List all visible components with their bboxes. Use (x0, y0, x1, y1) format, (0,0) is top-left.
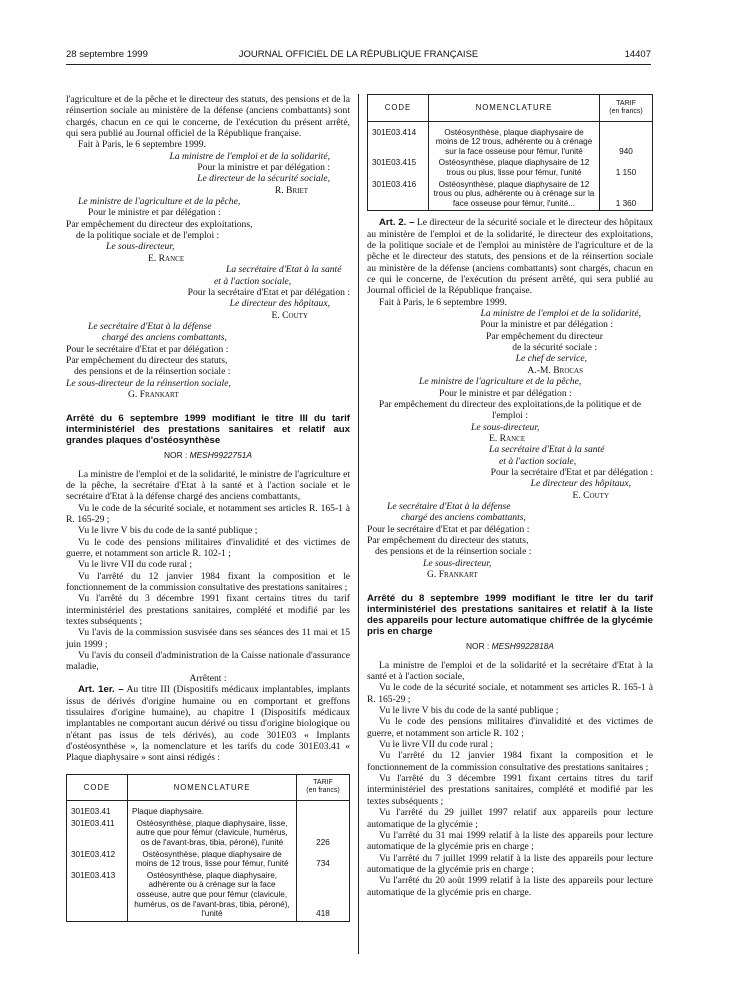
sig-line: Le sous-directeur de la réinsertion sociale, (66, 377, 231, 389)
header-page-number: 14407 (624, 49, 651, 60)
sig-name: G. Frankart (427, 569, 478, 580)
signature-block (367, 308, 653, 580)
header-journal-title: JOURNAL OFFICIEL DE LA RÉPUBLIQUE FRANÇAISE (238, 49, 479, 60)
sig-line: Pour le secrétaire d'Etat et par délégation : (66, 343, 229, 355)
decree-title: Arrêté du 8 septembre 1999 modifiant le titre Ier du tarif interministériel des prestations sanitaires et relatif à la liste des appareils pour lecture automatique chiffrée de la glycémie pris en charge (367, 593, 653, 638)
sig-line: des pensions et de la réinsertion sociale : (375, 546, 532, 558)
cell-code: 301E03.411 (67, 818, 128, 849)
body-paragraph: Vu le code de la sécurité sociale, et notamment ses articles R. 165-1 à R. 165-29 ; (66, 502, 350, 525)
tariff-table-left (66, 774, 350, 922)
fait-line: Fait à Paris, le 6 septembre 1999. (379, 296, 507, 308)
nor-value: MESH9922818A (491, 641, 554, 652)
sig-line: Le ministre de l'agriculture et de la pêche, (419, 376, 582, 388)
tariff-table-right (367, 94, 653, 211)
sig-name: E. Rance (148, 252, 185, 264)
tarif-label: TARIF (313, 779, 333, 787)
sig-line: Le sous-directeur, (471, 421, 540, 433)
col-header-nomenclature: NOMENCLATURE (429, 95, 600, 122)
sig-name: R. Briet (274, 184, 308, 196)
sig-line: Le ministre de l'agriculture et de la pêche, (78, 196, 241, 208)
sig-line: Par empêchement du directeur des exploitations,de la politique et de l'emploi : (378, 398, 642, 422)
table-row (67, 870, 350, 921)
sig-line: Pour le ministre et par délégation : (439, 387, 572, 399)
nor-reference (367, 641, 653, 652)
cell-nomenclature: Plaque diaphysaire. (128, 801, 297, 818)
cell-tarif: 1 150 (600, 157, 653, 178)
nor-label: NOR : (466, 641, 492, 652)
cell-nomenclature: Ostéosynthèse, plaque diaphysaire de moins de 12 trous, adhérente ou à crénage sur la face osseuse pour fémur, l'unité (429, 121, 600, 157)
sig-line: Le directeur des hôpitaux, (530, 478, 631, 490)
page-header (66, 49, 651, 63)
nor-reference (66, 450, 350, 461)
cell-code: 301E03.413 (67, 870, 128, 921)
article-2-label: Art. 2. – (379, 217, 415, 229)
cell-code: 301E03.414 (368, 121, 429, 157)
body-paragraph: Vu l'arrêté du 3 décembre 1991 fixant certains titres du tarif interministériel des prestations sanitaires, complété et modifié par les textes subséquents ; (367, 773, 653, 807)
arretent-line: Arrêtent : (189, 672, 227, 684)
sig-name: G. Frankart (128, 388, 179, 400)
body-paragraph: Vu le code des pensions militaires d'invalidité et des victimes de guerre, et notamment son article R. 102-1 ; (66, 536, 350, 560)
body-paragraph: Vu l'arrêté du 31 mai 1999 relatif à la liste des appareils pour lecture automatique de la glycémie pris en charge ; (367, 829, 653, 853)
body-paragraph: Vu le livre V bis du code de la santé publique ; (379, 705, 559, 717)
sig-line: La ministre de l'emploi et de la solidarité, (480, 308, 641, 320)
sig-line: chargé des anciens combattants, (401, 512, 526, 524)
sig-line: Le secrétaire d'Etat à la défense (387, 500, 511, 512)
cell-code: 301E03.41 (67, 801, 128, 818)
article-1-label: Art. 1er. – (78, 684, 124, 696)
sig-line: Pour le secrétaire d'Etat et par délégation : (367, 523, 530, 535)
nor-value: MESH9922751A (189, 450, 252, 461)
body-paragraph: Vu l'arrêté du 12 janvier 1984 fixant la composition et le fonctionnement de la commission consultative des prestations sanitaires ; (66, 570, 350, 594)
cell-tarif (297, 801, 350, 818)
sig-name: E. Couty (572, 489, 609, 501)
body-paragraph: Vu l'avis du conseil d'administration de la Caisse nationale d'assurance maladie, (66, 650, 350, 673)
col-header-code: CODE (368, 95, 429, 122)
sig-line: Le sous-directeur, (106, 241, 175, 253)
cell-code: 301E03.416 (368, 179, 429, 211)
sig-line: et à l'action sociale, (214, 275, 292, 287)
sig-line: de la politique sociale et de l'emploi : (76, 230, 220, 242)
cell-nomenclature: Ostéosynthèse, plaque diaphysaire de 12 trous ou plus, adhérente ou à crénage sur la face osseuse pour fémur, l'unité... (429, 179, 600, 211)
sig-name: E. Couty (271, 309, 308, 321)
sig-line: Le secrétaire d'Etat à la défense (88, 320, 212, 332)
body-paragraph: La ministre de l'emploi et de la solidarité, le ministre de l'agriculture et de la pêche, la secrétaire d'Etat à la santé et à l'action sociale et le secrétaire d'Etat à la défense chargé des anciens combattants, (66, 468, 350, 503)
col-header-nomenclature: NOMENCLATURE (128, 774, 297, 801)
tarif-label: TARIF (616, 99, 636, 107)
body-paragraph: Vu l'arrêté du 7 juillet 1999 relatif à la liste des appareils pour lecture automatique de la glycémie pris en charge ; (367, 852, 653, 875)
cell-nomenclature: Ostéosynthèse, plaque diaphysaire de 12 trous ou plus, lisse pour fémur, l'unité (429, 157, 600, 178)
table-row (368, 179, 653, 211)
sig-line: Pour la secrétaire d'Etat et par délégation : (187, 286, 350, 298)
body-paragraph: Vu l'avis de la commission susvisée dans ses séances des 11 mai et 15 juin 1999 ; (66, 627, 350, 650)
body-paragraph: Vu l'arrêté du 3 décembre 1991 fixant certains titres du tarif interministériel des prestations sanitaires, complété et modifié par les textes subséquents ; (66, 593, 350, 628)
col-header-tarif (600, 95, 653, 122)
nor-label: NOR : (164, 450, 190, 461)
body-paragraph: Vu le livre V bis du code de la santé publique ; (78, 525, 258, 537)
header-date: 28 septembre 1999 (66, 49, 148, 60)
sig-line: Par empêchement du directeur (486, 330, 603, 342)
body-paragraph: Vu le livre VII du code rural ; (379, 739, 494, 751)
body-paragraph: Vu le livre VII du code rural ; (78, 559, 193, 571)
sig-line: Le directeur de la sécurité sociale, (197, 173, 330, 185)
sig-line: Le chef de service, (515, 353, 587, 365)
header-rule (66, 64, 651, 65)
cell-code: 301E03.412 (67, 849, 128, 870)
article-1 (66, 684, 350, 763)
body-paragraph: Vu le code de la sécurité sociale, et notamment ses articles R. 165-1 à R. 165-29 ; (367, 682, 653, 705)
col-header-code: CODE (67, 774, 128, 801)
sig-line: La ministre de l'emploi et de la solidarité, (169, 150, 330, 162)
table-row (368, 121, 653, 157)
intro-paragraph: l'agriculture et de la pêche et le directeur des statuts, des pensions et de la réinsertion sociale au ministère de la défense (anciens combattants) sont chargés, chacun en ce qui le concerne, de l'exécution du présent arrêté, qui sera publié au Journal officiel de la République française. (66, 94, 350, 140)
body-paragraph: La ministre de l'emploi et de la solidarité et la secrétaire d'Etat à la santé et à l'action sociale, (367, 659, 653, 683)
body-paragraph: Vu l'arrêté du 12 janvier 1984 fixant la composition et le fonctionnement de la commission consultative des prestations sanitaires ; (367, 750, 653, 773)
cell-code: 301E03.415 (368, 157, 429, 178)
fait-line: Fait à Paris, le 6 septembre 1999. (78, 139, 206, 151)
sig-line: Le directeur des hôpitaux, (229, 298, 330, 310)
sig-line: La secrétaire d'Etat à la santé (226, 264, 342, 276)
article-2-text: Le directeur de la sécurité sociale et le directeur des hôpitaux au ministère de l'emploi et de la solidarité, le directeur des exploitations, de la politique sociale et de l'emploi au ministère de l'agriculture et de la pêche et le directeur des statuts, des pensions et de la réinsertion sociale au ministère de la défense (anciens combattants) sont chargés, chacun en ce qui le concerne, de l'exécution du présent arrêté, qui sera publié au Journal officiel de la République française. (367, 217, 653, 297)
sig-line: Pour la ministre et par délégation : (197, 162, 330, 174)
right-column (367, 94, 653, 898)
sig-line: Par empêchement du directeur des statuts, (66, 354, 228, 366)
sig-line: Le sous-directeur, (423, 557, 492, 569)
left-column (66, 94, 350, 922)
sig-line: de la sécurité sociale : (512, 342, 597, 354)
col-header-tarif (297, 774, 350, 801)
sig-line: La secrétaire d'Etat à la santé (489, 444, 605, 456)
cell-tarif: 734 (297, 849, 350, 870)
sig-line: Pour la ministre et par délégation : (480, 319, 613, 331)
tarif-unit: (en francs) (306, 787, 340, 795)
cell-tarif: 1 360 (600, 179, 653, 211)
cell-tarif: 418 (297, 870, 350, 921)
column-divider (358, 94, 359, 954)
sig-line: Par empêchement du directeur des exploitations, (66, 218, 253, 230)
cell-nomenclature: Ostéosynthèse, plaque diaphysaire, adhérente ou à crénage sur la face osseuse, autre que pour fémur (clavicule, humérus, os de l'avant-bras, tibia, péroné), l'unité (128, 870, 297, 921)
body-paragraph: Vu l'arrêté du 29 juillet 1997 relatif aux appareils pour lecture automatique de la glycémie ; (367, 807, 653, 830)
tarif-unit: (en francs) (609, 107, 643, 115)
table-row (67, 849, 350, 870)
sig-name: E. Rance (489, 432, 526, 444)
decree-title: Arrêté du 6 septembre 1999 modifiant le titre III du tarif interministériel des prestations sanitaires et relatif aux grandes plaques d'ostéosynthèse (66, 413, 350, 447)
cell-nomenclature: Ostéosynthèse, plaque diaphysaire de moins de 12 trous, lisse pour fémur, l'unité (128, 849, 297, 870)
article-2 (367, 217, 653, 296)
sig-line: et à l'action sociale, (499, 455, 577, 467)
sig-line: Par empêchement du directeur des statuts, (367, 534, 529, 546)
sig-line: Pour la secrétaire d'Etat et par délégation : (490, 466, 653, 478)
sig-line: Pour le ministre et par délégation : (88, 207, 221, 219)
table-row (67, 801, 350, 818)
sig-line: chargé des anciens combattants, (102, 332, 227, 344)
table-row (368, 157, 653, 178)
table-row (67, 818, 350, 849)
body-paragraph: Vu l'arrêté du 20 août 1999 relatif à la liste des appareils pour lecture automatique de la glycémie pris en charge. (367, 875, 653, 898)
cell-tarif: 940 (600, 121, 653, 157)
cell-tarif: 226 (297, 818, 350, 849)
sig-name: A.-M. Brocas (527, 364, 583, 376)
article-1-text: Au titre III (Dispositifs médicaux implantables, implants issus de dérivés d'origine humaine ou en comportant et greffons tissulaires d'origine humaine), au chapitre I (Dispositifs médicaux implantables ne comportant aucun dérivé ou tissu d'origine biologique ou n'étant pas issus de tels dérivés), au code 301E03 « Implants d'ostéosynthèse », la nomenclature et les tarifs du code 301E03.41 « Plaque diaphysaire » sont ainsi rédigés : (66, 684, 350, 764)
signature-block (66, 151, 350, 401)
body-paragraph: Vu le code des pensions militaires d'invalidité et des victimes de guerre, et notamment son article R. 102 ; (367, 716, 653, 739)
cell-nomenclature: Ostéosynthèse, plaque diaphysaire, lisse, autre que pour fémur (clavicule, humérus, os de l'avant-bras, tibia, péroné), l'unité (128, 818, 297, 849)
sig-line: des pensions et de la réinsertion sociale : (74, 366, 231, 378)
